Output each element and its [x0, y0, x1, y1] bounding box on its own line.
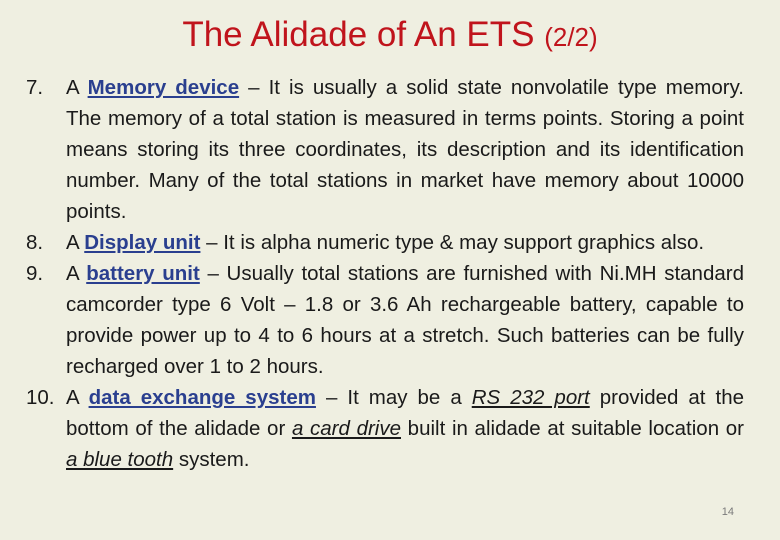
- item-number: 7.: [26, 76, 44, 99]
- list-item-10: [26, 382, 744, 475]
- term-display-unit: Display unit: [84, 231, 201, 254]
- item-text-pre: A: [66, 231, 85, 254]
- slide-title-main: The Alidade of An ETS: [182, 15, 535, 54]
- item-text: – It is alpha numeric type & may support graphics also.: [200, 231, 705, 254]
- emphasis-rs232-port: RS 232 port: [471, 386, 590, 409]
- list-item-8: [26, 227, 744, 258]
- item-number: 8.: [26, 231, 44, 254]
- term-battery-unit: battery unit: [86, 262, 200, 285]
- item-text: – Usually total stations are furnished with Ni.MH standard camcorder type 6 Volt – 1.8 or 3.6 Ah rechargeable battery, capable to provide power up to 4 to 6 hours at a stretch. Such batteries can be fully recharged over 1 to 2 hours.: [66, 262, 744, 378]
- page-number: 14: [721, 506, 734, 518]
- item-text: – It is usually a solid state nonvolatile type memory. The memory of a total station is measured in terms points. Storing a point means storing its three coordinates, its description and its identification number. Many of the total stations in market have memory about 10000 points.: [66, 76, 745, 223]
- item-number: 9.: [26, 262, 44, 285]
- item-text-pre: A: [66, 386, 89, 409]
- item-text: built in alidade at suitable location or: [401, 417, 744, 440]
- item-text: provided at the bottom of the alidade or: [66, 386, 744, 440]
- list-item-7: [26, 72, 744, 227]
- term-memory-device: Memory device: [87, 76, 240, 99]
- list-item-9: [26, 258, 744, 382]
- item-text-pre: A: [66, 76, 88, 99]
- content-list: [26, 72, 744, 475]
- term-data-exchange-system: data exchange system: [88, 386, 316, 409]
- slide-title: [0, 12, 780, 60]
- emphasis-card-drive: a card drive: [291, 417, 401, 440]
- item-text: system.: [173, 448, 250, 471]
- emphasis-blue-tooth: a blue tooth: [66, 448, 174, 471]
- slide-title-suffix: (2/2): [544, 22, 598, 52]
- item-text: – It may be a: [315, 386, 472, 409]
- item-number: 10.: [26, 386, 55, 409]
- item-text-pre: A: [66, 262, 87, 285]
